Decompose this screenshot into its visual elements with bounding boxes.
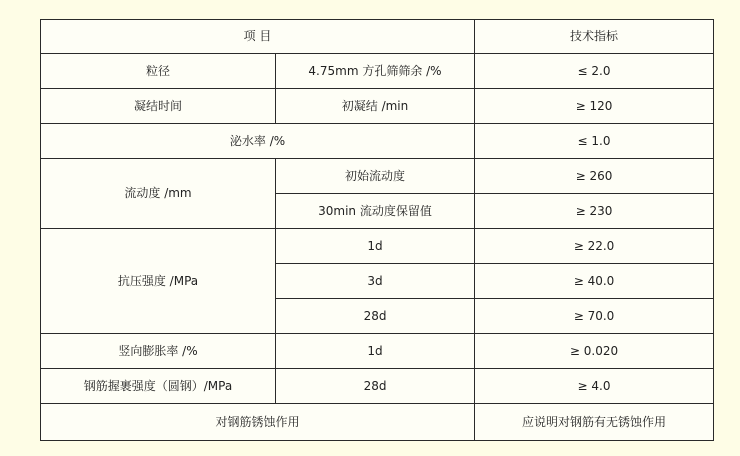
row-condition: 28d: [276, 299, 475, 334]
row-condition: 初凝结 /min: [276, 89, 475, 124]
row-value: ≥ 22.0: [475, 229, 714, 264]
header-item: 项 目: [41, 20, 475, 54]
row-name: 竖向膨胀率 /%: [41, 334, 276, 369]
spec-table: [40, 19, 714, 441]
row-condition: 初始流动度: [276, 159, 475, 194]
row-name: 流动度 /mm: [41, 159, 276, 229]
row-value: ≥ 230: [475, 194, 714, 229]
row-name: 对钢筋锈蚀作用: [41, 404, 475, 441]
table-row: [41, 159, 714, 194]
row-value: ≥ 0.020: [475, 334, 714, 369]
table-row: [41, 54, 714, 89]
row-value: ≥ 40.0: [475, 264, 714, 299]
table-row: [41, 229, 714, 264]
row-condition: 1d: [276, 229, 475, 264]
row-value: ≤ 1.0: [475, 124, 714, 159]
table-row: [41, 369, 714, 404]
row-value: ≥ 120: [475, 89, 714, 124]
table-row: [41, 334, 714, 369]
row-value: ≥ 260: [475, 159, 714, 194]
table-row: [41, 404, 714, 441]
row-condition: 4.75mm 方孔筛筛余 /%: [276, 54, 475, 89]
row-value: ≥ 4.0: [475, 369, 714, 404]
row-name: 钢筋握裹强度（圆钢）/MPa: [41, 369, 276, 404]
table-row: [41, 124, 714, 159]
row-name: 粒径: [41, 54, 276, 89]
row-condition: 3d: [276, 264, 475, 299]
row-name: 凝结时间: [41, 89, 276, 124]
row-condition: 1d: [276, 334, 475, 369]
row-name: 抗压强度 /MPa: [41, 229, 276, 334]
row-value: ≥ 70.0: [475, 299, 714, 334]
table-header-row: [41, 20, 714, 54]
row-value: 应说明对钢筋有无锈蚀作用: [475, 404, 714, 441]
table-row: [41, 89, 714, 124]
row-name: 泌水率 /%: [41, 124, 475, 159]
header-indicator: 技术指标: [475, 20, 714, 54]
row-condition: 30min 流动度保留值: [276, 194, 475, 229]
row-condition: 28d: [276, 369, 475, 404]
row-value: ≤ 2.0: [475, 54, 714, 89]
